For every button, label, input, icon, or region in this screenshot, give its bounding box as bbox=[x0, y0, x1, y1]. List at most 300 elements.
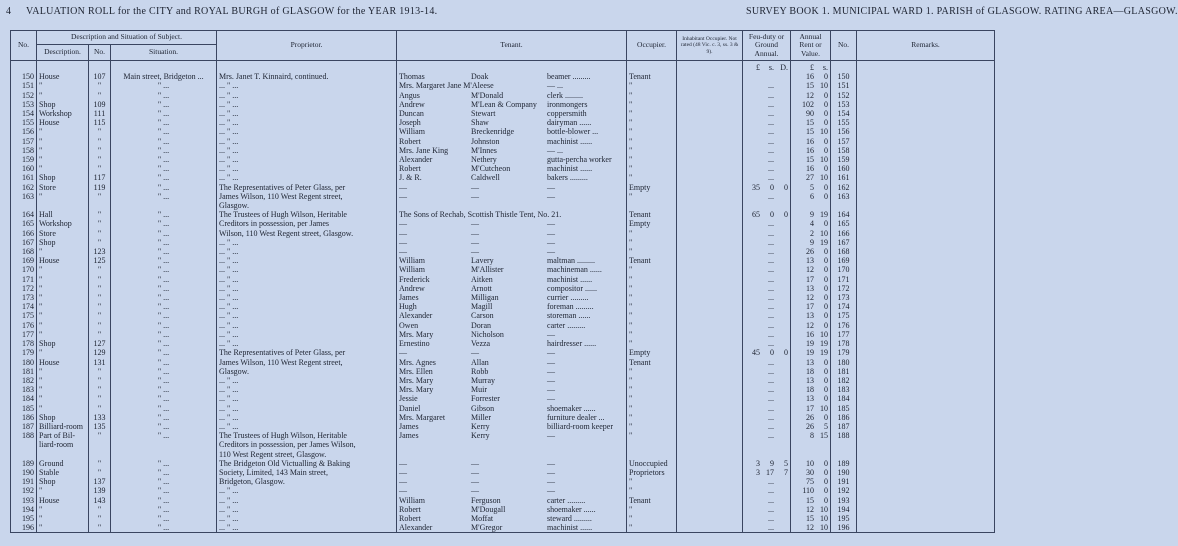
occupier-cell: " bbox=[627, 275, 677, 284]
feu-duty-cell: ... bbox=[743, 219, 791, 228]
occupier-cell: Tenant bbox=[627, 256, 677, 265]
tenant-forename: Robert bbox=[399, 164, 421, 174]
situation-cell: " ... bbox=[111, 385, 217, 394]
tenant-occupation: bottle-blower ... bbox=[547, 127, 599, 137]
annual-rent-cell: 16 0 bbox=[791, 164, 831, 173]
tenant-occupation: foreman ......... bbox=[547, 302, 594, 312]
tenant-forename: — bbox=[399, 477, 408, 487]
table-row bbox=[11, 137, 995, 146]
tenant-forename: — bbox=[399, 237, 408, 247]
street-number-cell: " bbox=[89, 265, 111, 274]
tenant-cell bbox=[397, 146, 627, 155]
proprietor-cell: ... " ... bbox=[217, 109, 397, 118]
situation-cell bbox=[111, 440, 217, 449]
street-number-cell: 125 bbox=[89, 256, 111, 265]
situation-cell: " ... bbox=[111, 468, 217, 477]
remarks-cell bbox=[857, 137, 995, 146]
tenant-surname: — bbox=[471, 458, 480, 468]
feu-duty-cell: ... bbox=[743, 505, 791, 514]
proprietor-cell: ... " ... bbox=[217, 155, 397, 164]
tenant-surname: — bbox=[471, 486, 480, 496]
entry-number-right: 173 bbox=[831, 293, 857, 302]
tenant-surname: Magill bbox=[471, 302, 493, 312]
remarks-cell bbox=[857, 496, 995, 505]
tenant-occupation: shoemaker ...... bbox=[547, 504, 596, 514]
annual-rent-cell: 26 0 bbox=[791, 247, 831, 256]
proprietor-cell: ... " ... bbox=[217, 118, 397, 127]
occupier-cell: " bbox=[627, 265, 677, 274]
street-number-cell: 111 bbox=[89, 109, 111, 118]
annual-rent-cell: 16 0 bbox=[791, 146, 831, 155]
tenant-occupation: gutta-percha worker bbox=[547, 155, 612, 165]
occupier-cell: " bbox=[627, 137, 677, 146]
inhabitant-cell bbox=[677, 275, 743, 284]
entry-number: 156 bbox=[11, 127, 37, 136]
occupier-cell: Tenant bbox=[627, 358, 677, 367]
situation-cell bbox=[111, 201, 217, 210]
tenant-cell bbox=[397, 284, 627, 293]
tenant-surname: Carson bbox=[471, 311, 494, 321]
feu-duty-cell: ... bbox=[743, 265, 791, 274]
inhabitant-cell bbox=[677, 514, 743, 523]
proprietor-cell: Glasgow. bbox=[217, 201, 397, 210]
remarks-cell bbox=[857, 477, 995, 486]
description-cell: Shop bbox=[37, 413, 89, 422]
inhabitant-cell bbox=[677, 523, 743, 533]
occupier-cell: " bbox=[627, 127, 677, 136]
remarks-cell bbox=[857, 183, 995, 192]
inhabitant-cell bbox=[677, 358, 743, 367]
inhabitant-cell bbox=[677, 164, 743, 173]
col-remarks: Remarks. bbox=[857, 31, 995, 61]
tenant-surname: — bbox=[471, 182, 480, 192]
entry-number: 172 bbox=[11, 284, 37, 293]
entry-number-right: 185 bbox=[831, 404, 857, 413]
tenant-occupation: steward ......... bbox=[547, 513, 592, 523]
remarks-cell bbox=[857, 192, 995, 201]
inhabitant-cell bbox=[677, 330, 743, 339]
street-number-cell: 133 bbox=[89, 413, 111, 422]
entry-number-right: 191 bbox=[831, 477, 857, 486]
tenant-occupation: coppersmith bbox=[547, 109, 587, 119]
entry-number bbox=[11, 450, 37, 459]
tenant-cell bbox=[397, 413, 627, 422]
tenant-forename: J. & R. bbox=[399, 173, 422, 183]
feu-duty-cell bbox=[743, 201, 791, 210]
occupier-cell: " bbox=[627, 173, 677, 182]
proprietor-cell: ... " ... bbox=[217, 137, 397, 146]
situation-cell: " ... bbox=[111, 118, 217, 127]
proprietor-cell: ... " ... bbox=[217, 91, 397, 100]
occupier-cell: Tenant bbox=[627, 210, 677, 219]
inhabitant-cell bbox=[677, 192, 743, 201]
feu-duty-cell: ... bbox=[743, 404, 791, 413]
table-row bbox=[11, 468, 995, 477]
annual-rent-cell: 12 0 bbox=[791, 91, 831, 100]
table-row bbox=[11, 146, 995, 155]
feu-duty-cell: ... bbox=[743, 431, 791, 440]
tenant-forename: Hugh bbox=[399, 302, 417, 312]
tenant-forename: Mrs. Margaret Jane M'Aleese bbox=[399, 81, 494, 91]
occupier-cell: " bbox=[627, 247, 677, 256]
entry-number-right: 181 bbox=[831, 367, 857, 376]
tenant-surname: Aitken bbox=[471, 274, 493, 284]
remarks-cell bbox=[857, 422, 995, 431]
tenant-surname: Stewart bbox=[471, 109, 496, 119]
street-number-cell: " bbox=[89, 192, 111, 201]
tenant-surname: M'Cutcheon bbox=[471, 164, 511, 174]
situation-cell: " ... bbox=[111, 523, 217, 533]
proprietor-cell: ... " ... bbox=[217, 514, 397, 523]
inhabitant-cell bbox=[677, 173, 743, 182]
annual-rent-cell bbox=[791, 450, 831, 459]
inhabitant-cell bbox=[677, 81, 743, 90]
proprietor-cell: ... " ... bbox=[217, 100, 397, 109]
occupier-cell: " bbox=[627, 523, 677, 533]
description-cell bbox=[37, 450, 89, 459]
entry-number: 195 bbox=[11, 514, 37, 523]
inhabitant-cell bbox=[677, 201, 743, 210]
table-row bbox=[11, 293, 995, 302]
description-cell: " bbox=[37, 284, 89, 293]
tenant-cell bbox=[397, 404, 627, 413]
table-row bbox=[11, 91, 995, 100]
situation-cell: " ... bbox=[111, 100, 217, 109]
table-row bbox=[11, 330, 995, 339]
remarks-cell bbox=[857, 229, 995, 238]
feu-duty-cell: ... bbox=[743, 146, 791, 155]
description-cell: " bbox=[37, 523, 89, 533]
proprietor-cell: ... " ... bbox=[217, 256, 397, 265]
proprietor-cell: ... " ... bbox=[217, 265, 397, 274]
tenant-forename: Alexander bbox=[399, 155, 433, 165]
feu-duty-cell: ... bbox=[743, 192, 791, 201]
remarks-cell bbox=[857, 155, 995, 164]
tenant-occupation: currier ......... bbox=[547, 293, 589, 303]
remarks-cell bbox=[857, 256, 995, 265]
street-number-cell: " bbox=[89, 91, 111, 100]
inhabitant-cell bbox=[677, 183, 743, 192]
entry-number: 168 bbox=[11, 247, 37, 256]
tenant-forename: Robert bbox=[399, 513, 421, 523]
tenant-surname: — bbox=[471, 477, 480, 487]
tenant-cell bbox=[397, 367, 627, 376]
tenant-cell bbox=[397, 137, 627, 146]
entry-number-right: 154 bbox=[831, 109, 857, 118]
description-cell: Workshop bbox=[37, 109, 89, 118]
situation-cell: " ... bbox=[111, 192, 217, 201]
tenant-forename: — bbox=[399, 458, 408, 468]
entry-number: 152 bbox=[11, 91, 37, 100]
proprietor-cell: James Wilson, 110 West Regent street, bbox=[217, 358, 397, 367]
proprietor-cell: ... " ... bbox=[217, 311, 397, 320]
entry-number-right: 155 bbox=[831, 118, 857, 127]
feu-duty-cell: 45 0 0 bbox=[743, 348, 791, 357]
tenant-occupation: machineman ...... bbox=[547, 265, 602, 275]
description-cell: " bbox=[37, 155, 89, 164]
remarks-cell bbox=[857, 201, 995, 210]
tenant-cell bbox=[397, 219, 627, 228]
occupier-cell: " bbox=[627, 118, 677, 127]
entry-number-right: 167 bbox=[831, 238, 857, 247]
entry-number: 194 bbox=[11, 505, 37, 514]
proprietor-cell: Creditors in possession, per James bbox=[217, 219, 397, 228]
table-row bbox=[11, 81, 995, 90]
feu-duty-cell: ... bbox=[743, 100, 791, 109]
table-row bbox=[11, 192, 995, 201]
occupier-cell: " bbox=[627, 155, 677, 164]
table-row bbox=[11, 376, 995, 385]
description-cell: " bbox=[37, 376, 89, 385]
tenant-surname: M'Donald bbox=[471, 90, 504, 100]
remarks-cell bbox=[857, 514, 995, 523]
annual-rent-cell: 26 0 bbox=[791, 413, 831, 422]
annual-rent-cell: 15 0 bbox=[791, 496, 831, 505]
entry-number-right: 171 bbox=[831, 275, 857, 284]
remarks-cell bbox=[857, 284, 995, 293]
feu-duty-cell: ... bbox=[743, 302, 791, 311]
tenant-occupation: storeman ...... bbox=[547, 311, 591, 321]
situation-cell: " ... bbox=[111, 311, 217, 320]
tenant-forename: Andrew bbox=[399, 283, 425, 293]
annual-rent-cell: 15 10 bbox=[791, 81, 831, 90]
remarks-cell bbox=[857, 404, 995, 413]
entry-number-right: 192 bbox=[831, 486, 857, 495]
inhabitant-cell bbox=[677, 486, 743, 495]
tenant-cell bbox=[397, 118, 627, 127]
entry-number: 170 bbox=[11, 265, 37, 274]
proprietor-cell: ... " ... bbox=[217, 422, 397, 431]
feu-duty-cell: ... bbox=[743, 311, 791, 320]
feu-duty-cell: ... bbox=[743, 256, 791, 265]
inhabitant-cell bbox=[677, 91, 743, 100]
description-cell: House bbox=[37, 118, 89, 127]
occupier-cell: " bbox=[627, 413, 677, 422]
remarks-cell bbox=[857, 109, 995, 118]
description-cell: Part of Bil- bbox=[37, 431, 89, 440]
description-cell: " bbox=[37, 330, 89, 339]
entry-number: 183 bbox=[11, 385, 37, 394]
entry-number-right bbox=[831, 201, 857, 210]
annual-rent-cell: 17 0 bbox=[791, 275, 831, 284]
table-row bbox=[11, 265, 995, 274]
tenant-occupation: — bbox=[547, 467, 556, 477]
tenant-cell bbox=[397, 358, 627, 367]
tenant-cell bbox=[397, 477, 627, 486]
remarks-cell bbox=[857, 100, 995, 109]
table-row bbox=[11, 173, 995, 182]
tenant-cell bbox=[397, 440, 627, 449]
proprietor-cell: ... " ... bbox=[217, 173, 397, 182]
feu-duty-cell: ... bbox=[743, 137, 791, 146]
annual-rent-cell: 12 0 bbox=[791, 265, 831, 274]
table-row bbox=[11, 311, 995, 320]
situation-cell: " ... bbox=[111, 376, 217, 385]
street-number-cell: " bbox=[89, 238, 111, 247]
situation-cell: " ... bbox=[111, 302, 217, 311]
tenant-occupation: maltman ......... bbox=[547, 256, 596, 266]
entry-number: 196 bbox=[11, 523, 37, 533]
street-number-cell: " bbox=[89, 155, 111, 164]
annual-rent-cell: 10 0 bbox=[791, 459, 831, 468]
feu-duty-cell: ... bbox=[743, 321, 791, 330]
tenant-cell bbox=[397, 422, 627, 431]
tenant-forename: Thomas bbox=[399, 72, 425, 82]
tenant-cell bbox=[397, 275, 627, 284]
situation-cell: " ... bbox=[111, 284, 217, 293]
proprietor-cell: ... " ... bbox=[217, 275, 397, 284]
inhabitant-cell bbox=[677, 394, 743, 403]
tenant-forename: Alexander bbox=[399, 523, 433, 533]
situation-cell: " ... bbox=[111, 431, 217, 440]
remarks-cell bbox=[857, 91, 995, 100]
situation-cell: " ... bbox=[111, 219, 217, 228]
table-row bbox=[11, 72, 995, 81]
annual-rent-cell: 26 5 bbox=[791, 422, 831, 431]
inhabitant-cell bbox=[677, 348, 743, 357]
entry-number: 190 bbox=[11, 468, 37, 477]
remarks-cell bbox=[857, 72, 995, 81]
tenant-cell bbox=[397, 468, 627, 477]
remarks-cell bbox=[857, 431, 995, 440]
tenant-occupation: bakers ......... bbox=[547, 173, 588, 183]
situation-cell: " ... bbox=[111, 164, 217, 173]
annual-rent-cell: 19 19 bbox=[791, 339, 831, 348]
street-number-cell: " bbox=[89, 330, 111, 339]
tenant-forename: — bbox=[399, 247, 408, 257]
street-number-cell: " bbox=[89, 321, 111, 330]
remarks-cell bbox=[857, 486, 995, 495]
proprietor-cell: Creditors in possession, per James Wilson, bbox=[217, 440, 397, 449]
tenant-surname: Breckenridge bbox=[471, 127, 515, 137]
entry-number-right bbox=[831, 450, 857, 459]
proprietor-cell: ... " ... bbox=[217, 404, 397, 413]
feu-duty-cell: 65 0 0 bbox=[743, 210, 791, 219]
description-cell: " bbox=[37, 81, 89, 90]
tenant-surname: Gibson bbox=[471, 403, 495, 413]
description-cell: House bbox=[37, 358, 89, 367]
street-number-cell: 139 bbox=[89, 486, 111, 495]
inhabitant-cell bbox=[677, 265, 743, 274]
proprietor-cell: ... " ... bbox=[217, 284, 397, 293]
inhabitant-cell bbox=[677, 72, 743, 81]
occupier-cell: Tenant bbox=[627, 72, 677, 81]
tenant-forename: — bbox=[399, 228, 408, 238]
entry-number: 162 bbox=[11, 183, 37, 192]
proprietor-cell: ... " ... bbox=[217, 505, 397, 514]
tenant-surname: Johnston bbox=[471, 136, 500, 146]
proprietor-cell: ... " ... bbox=[217, 376, 397, 385]
col-feu-duty: Feu-duty or Ground Annual. bbox=[743, 31, 791, 61]
description-cell: Billiard-room bbox=[37, 422, 89, 431]
tenant-occupation: — bbox=[547, 458, 556, 468]
annual-rent-cell: 16 0 bbox=[791, 137, 831, 146]
tenant-cell bbox=[397, 201, 627, 210]
street-number-cell: " bbox=[89, 81, 111, 90]
entry-number-right: 179 bbox=[831, 348, 857, 357]
entry-number-right: 152 bbox=[831, 91, 857, 100]
feu-duty-cell: ... bbox=[743, 385, 791, 394]
proprietor-cell: ... " ... bbox=[217, 321, 397, 330]
feu-duty-cell: ... bbox=[743, 293, 791, 302]
tenant-cell bbox=[397, 256, 627, 265]
proprietor-cell: ... " ... bbox=[217, 413, 397, 422]
street-number-cell: " bbox=[89, 302, 111, 311]
occupier-cell: " bbox=[627, 394, 677, 403]
tenant-occupation: — bbox=[547, 228, 556, 238]
situation-cell: " ... bbox=[111, 339, 217, 348]
table-row bbox=[11, 183, 995, 192]
tenant-surname: — bbox=[471, 191, 480, 201]
description-cell: Store bbox=[37, 229, 89, 238]
tenant-surname: Kerry bbox=[471, 421, 490, 431]
entry-number-right: 176 bbox=[831, 321, 857, 330]
annual-rent-cell bbox=[791, 440, 831, 449]
table-row bbox=[11, 229, 995, 238]
remarks-cell bbox=[857, 311, 995, 320]
tenant-occupation bbox=[547, 210, 624, 219]
tenant-forename: William bbox=[399, 256, 425, 266]
annual-rent-cell: 75 0 bbox=[791, 477, 831, 486]
inhabitant-cell bbox=[677, 302, 743, 311]
tenant-forename: Alexander bbox=[399, 311, 433, 321]
occupier-cell: " bbox=[627, 164, 677, 173]
street-number-cell: 129 bbox=[89, 348, 111, 357]
entry-number: 164 bbox=[11, 210, 37, 219]
occupier-cell bbox=[627, 450, 677, 459]
col-tenant: Tenant. bbox=[397, 31, 627, 61]
tenant-forename: Mrs. Mary bbox=[399, 375, 434, 385]
proprietor-cell: ... " ... bbox=[217, 164, 397, 173]
proprietor-cell: ... " ... bbox=[217, 385, 397, 394]
occupier-cell: Unoccupied bbox=[627, 459, 677, 468]
feu-duty-cell: 3 9 5 bbox=[743, 459, 791, 468]
tenant-forename: — bbox=[399, 182, 408, 192]
tenant-forename: Duncan bbox=[399, 109, 424, 119]
col-situation: Situation. bbox=[111, 45, 217, 61]
street-number-cell: " bbox=[89, 219, 111, 228]
annual-rent-cell: 27 10 bbox=[791, 173, 831, 182]
tenant-cell bbox=[397, 321, 627, 330]
tenant-cell bbox=[397, 81, 627, 90]
street-number-cell: " bbox=[89, 127, 111, 136]
occupier-cell bbox=[627, 440, 677, 449]
entry-number-right: 189 bbox=[831, 459, 857, 468]
occupier-cell: " bbox=[627, 238, 677, 247]
tenant-forename: William bbox=[399, 495, 425, 505]
proprietor-cell: The Bridgeton Old Victualling & Baking bbox=[217, 459, 397, 468]
description-cell: " bbox=[37, 385, 89, 394]
annual-rent-cell: 12 0 bbox=[791, 321, 831, 330]
feu-duty-cell: ... bbox=[743, 367, 791, 376]
currency-row bbox=[11, 61, 995, 73]
tenant-cell bbox=[397, 496, 627, 505]
entry-number: 193 bbox=[11, 496, 37, 505]
tenant-cell bbox=[397, 293, 627, 302]
remarks-cell bbox=[857, 173, 995, 182]
tenant-surname: Nicholson bbox=[471, 329, 504, 339]
annual-rent-cell: 17 10 bbox=[791, 404, 831, 413]
description-cell: " bbox=[37, 348, 89, 357]
tenant-occupation: — bbox=[547, 219, 556, 229]
tenant-occupation: — bbox=[547, 375, 556, 385]
inhabitant-cell bbox=[677, 256, 743, 265]
remarks-cell bbox=[857, 440, 995, 449]
entry-number: 180 bbox=[11, 358, 37, 367]
tenant-cell bbox=[397, 173, 627, 182]
annual-rent-cell: 17 0 bbox=[791, 302, 831, 311]
feu-duty-cell: ... bbox=[743, 394, 791, 403]
